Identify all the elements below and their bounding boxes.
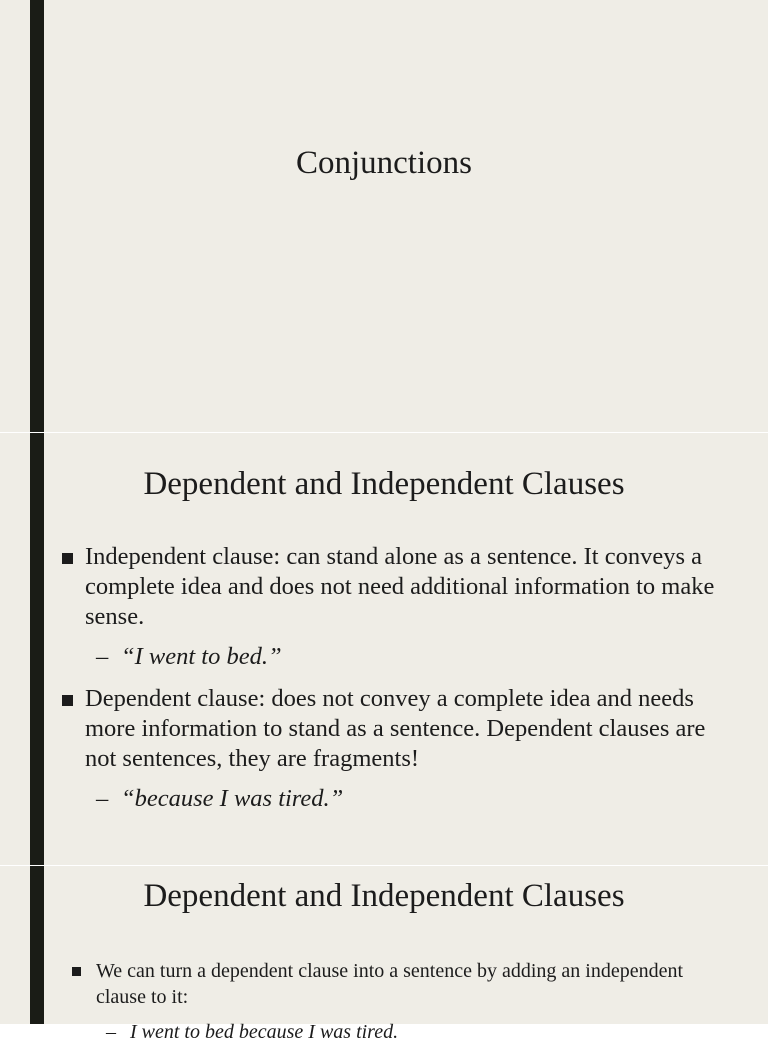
bullet-text: Independent clause: can stand alone as a sentence. It conveys a complete idea and does not need additional information to make sense. bbox=[85, 543, 715, 630]
bullet-item-dependent-clause bbox=[62, 684, 728, 774]
example-item bbox=[72, 1019, 728, 1045]
dash-bullet: – bbox=[96, 785, 109, 812]
slide-1 bbox=[0, 0, 768, 432]
slide-accent-bar bbox=[30, 0, 44, 432]
dash-bullet: – bbox=[96, 643, 109, 670]
slide-title: Dependent and Independent Clauses bbox=[143, 878, 625, 914]
example-item bbox=[62, 642, 728, 672]
bullet-item-independent-clause bbox=[62, 542, 728, 632]
dash-bullet: – bbox=[106, 1021, 116, 1043]
example-item bbox=[62, 784, 728, 814]
slide-2 bbox=[0, 433, 768, 865]
bullet-text: Dependent clause: does not convey a complete idea and needs more information to stand as a sentence. Dependent clauses are not sentences, they are fragments! bbox=[85, 685, 706, 772]
example-text: I went to bed because I was tired. bbox=[130, 1021, 399, 1043]
square-bullet-icon bbox=[62, 695, 73, 706]
bullet-text: We can turn a dependent clause into a sentence by adding an independent clause to it: bbox=[96, 960, 684, 1008]
bullet-item-turn-into-sentence bbox=[72, 958, 728, 1010]
bullet-list bbox=[62, 542, 728, 826]
bullet-list bbox=[72, 958, 728, 1057]
example-text: “I went to bed.” bbox=[121, 643, 282, 670]
square-bullet-icon bbox=[62, 553, 73, 564]
slide-title: Conjunctions bbox=[295, 145, 472, 181]
slide-3 bbox=[0, 866, 768, 1043]
slide-title: Dependent and Independent Clauses bbox=[143, 466, 625, 502]
example-text: “because I was tired.” bbox=[121, 785, 344, 812]
square-bullet-icon bbox=[72, 967, 81, 976]
